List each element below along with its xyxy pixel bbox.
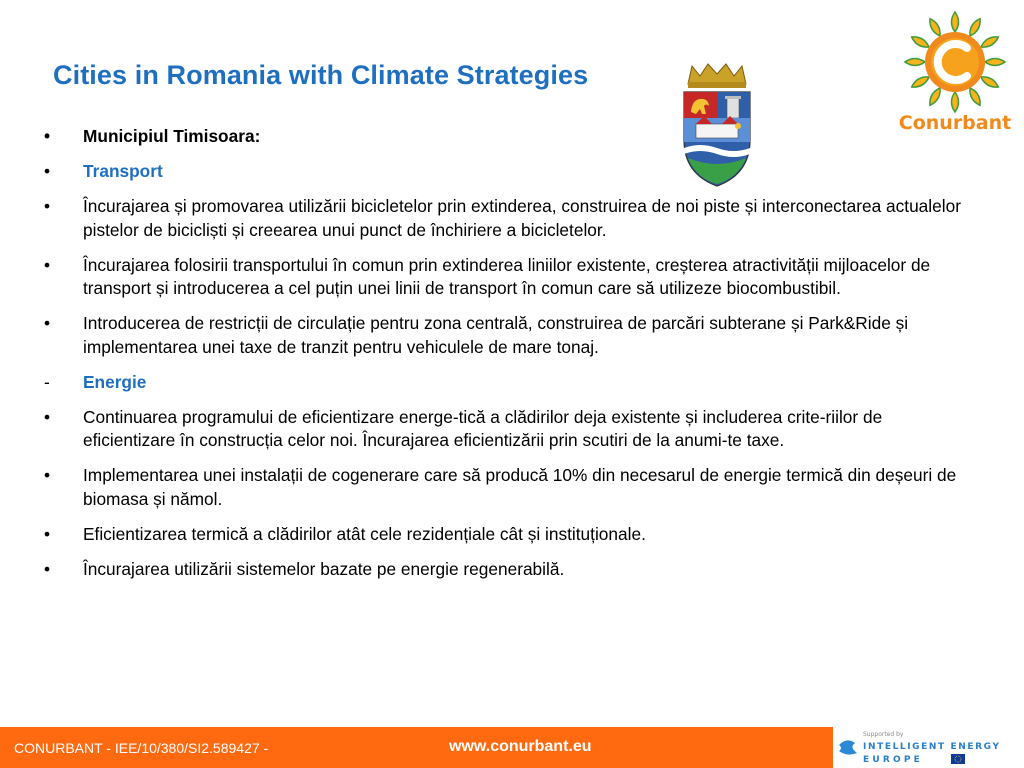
bullet-text: Continuarea programului de eficientizare energe-tică a clădirilor deja existente și includerea crite-riilor de eficientizare în construcția celor noi. Încurajarea eficientizării prin scutiri de la anumi-te taxe.	[83, 406, 883, 450]
bullet-marker: •	[44, 465, 51, 485]
list-item	[44, 558, 974, 582]
footer-project-code: CONURBANT - IEE/10/380/SI2.589427 -	[14, 740, 269, 756]
footer-bar	[0, 727, 833, 768]
bullet-text: Eficientizarea termică a clădirilor atât cele rezidențiale cât și instituționale.	[83, 523, 646, 544]
sun-logo-icon	[893, 10, 1017, 138]
bullet-marker: •	[44, 558, 51, 579]
section-heading-transport: Transport	[83, 161, 163, 181]
bullet-marker: -	[44, 371, 50, 392]
eu-flag-icon	[951, 754, 965, 764]
logo-text: Conurbant	[898, 112, 1012, 134]
bullet-text: Implementarea unei instalații de cogenerare care să producă 10% din necesarul de energie termică din deșeuri de biomasa și nămol.	[83, 465, 957, 509]
bullet-marker: •	[44, 196, 51, 216]
bullet-list	[44, 125, 974, 593]
bullet-marker: •	[44, 523, 51, 544]
list-item	[44, 254, 974, 301]
bullet-marker: •	[44, 126, 51, 146]
list-item	[44, 312, 974, 359]
list-item	[44, 371, 974, 395]
bullet-marker: •	[44, 161, 51, 181]
iee-line1: INTELLIGENT ENERGY	[863, 742, 1001, 752]
slide-title: Cities in Romania with Climate Strategies	[53, 60, 589, 90]
intelligent-energy-europe-logo	[833, 727, 1024, 768]
list-item	[44, 160, 974, 184]
bullet-text: Încurajarea folosirii transportului în comun prin extinderea liniilor existente, creșterea atractivității mijloacelor de transport și introducerea a cel puțin unei linii de transport în comun care să utilizeze biocombustibil.	[83, 254, 931, 298]
list-item	[44, 195, 974, 242]
bullet-text: Municipiul Timisoara:	[83, 126, 261, 146]
iee-supported-text: Supported by	[863, 731, 904, 738]
list-item	[44, 523, 974, 547]
bullet-text: Încurajarea și promovarea utilizării bicicletelor prin extinderea, construirea de noi piste și interconectarea actualelor pistelor de bicicliști și creearea unui punct de închiriere a bicicletelor.	[83, 196, 961, 240]
iee-line2: EUROPE	[863, 755, 923, 765]
list-item	[44, 125, 974, 149]
bullet-marker: •	[44, 254, 51, 275]
list-item	[44, 464, 974, 511]
list-item	[44, 406, 974, 453]
bullet-text: Introducerea de restricții de circulație pentru zona centrală, construirea de parcări subterane și Park&Ride și implementarea unei taxe de tranzit pentru vehiculele de mare tonaj.	[83, 313, 909, 357]
bullet-marker: •	[44, 313, 51, 333]
section-heading-energie: Energie	[83, 371, 147, 392]
footer-url-link[interactable]: www.conurbant.eu	[449, 738, 592, 755]
bullet-marker: •	[44, 406, 51, 427]
bullet-text: Încurajarea utilizării sistemelor bazate pe energie regenerabilă.	[83, 558, 565, 579]
